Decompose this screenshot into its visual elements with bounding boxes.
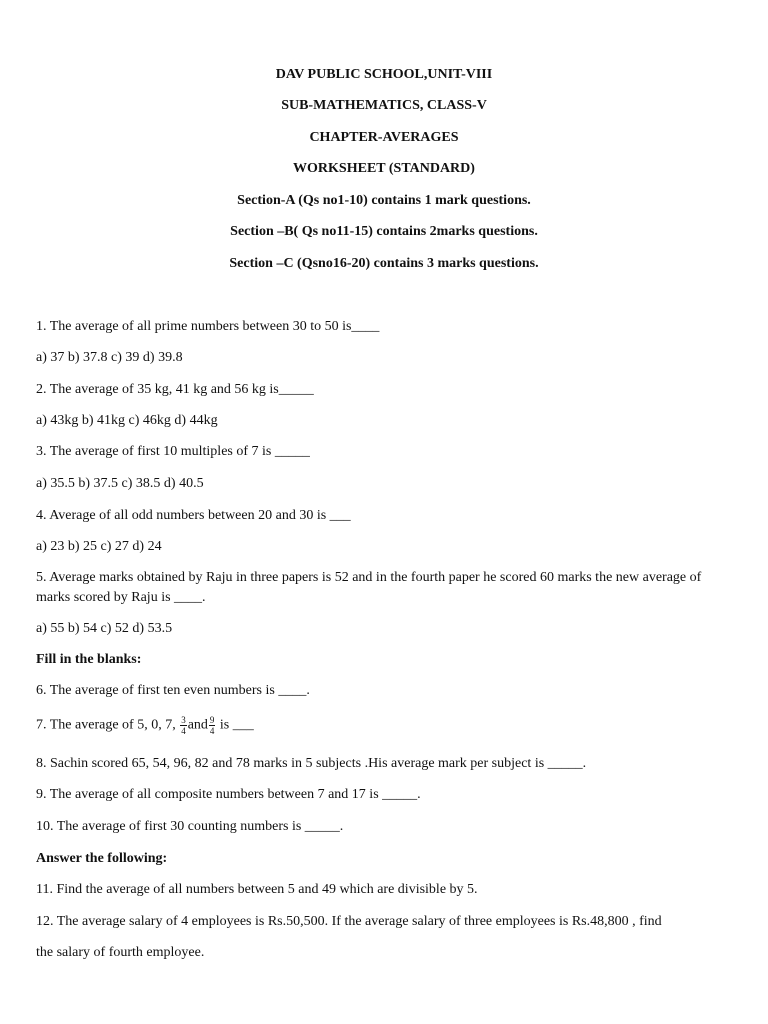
section-b-note: Section –B( Qs no11-15) contains 2marks questions. bbox=[230, 224, 538, 239]
fill-blanks-heading: Fill in the blanks: bbox=[36, 652, 142, 667]
section-c-note: Section –C (Qsno16-20) contains 3 marks questions. bbox=[229, 256, 539, 271]
question-1: 1. The average of all prime numbers between 30 to 50 is____ bbox=[36, 319, 380, 334]
fraction-1-denominator: 4 bbox=[181, 726, 186, 736]
question-1-options: a) 37 b) 37.8 c) 39 d) 39.8 bbox=[36, 350, 183, 365]
question-11: 11. Find the average of all numbers between 5 and 49 which are divisible by 5. bbox=[36, 882, 478, 897]
question-4: 4. Average of all odd numbers between 20 and 30 is ___ bbox=[36, 508, 351, 523]
question-5: 5. Average marks obtained by Raju in three papers is 52 and in the fourth paper he scored 60 marks the new average of marks scored by Raju is ____. bbox=[36, 570, 702, 605]
question-5-options: a) 55 b) 54 c) 52 d) 53.5 bbox=[36, 621, 173, 636]
school-title: DAV PUBLIC SCHOOL,UNIT-VIII bbox=[275, 67, 493, 82]
chapter-title: CHAPTER-AVERAGES bbox=[309, 130, 459, 145]
section-a-note: Section-A (Qs no1-10) contains 1 mark questions. bbox=[237, 193, 531, 208]
question-7-prefix: 7. The average of 5, 0, 7, bbox=[36, 717, 180, 733]
question-7-suffix: is ___ bbox=[216, 717, 254, 733]
question-4-options: a) 23 b) 25 c) 27 d) 24 bbox=[36, 539, 162, 554]
question-7-and: and bbox=[187, 717, 208, 733]
question-10: 10. The average of first 30 counting numbers is _____. bbox=[36, 819, 344, 834]
question-7 bbox=[36, 715, 736, 736]
fraction-2-numerator: 9 bbox=[209, 715, 215, 725]
question-9: 9. The average of all composite numbers between 7 and 17 is _____. bbox=[36, 787, 421, 802]
fraction-three-quarters bbox=[180, 715, 187, 736]
question-12-line-1: 12. The average salary of 4 employees is Rs.50,500. If the average salary of three employees is Rs.48,800 , find bbox=[36, 914, 662, 929]
question-2-options: a) 43kg b) 41kg c) 46kg d) 44kg bbox=[36, 413, 218, 428]
answer-following-heading: Answer the following: bbox=[36, 851, 168, 866]
question-3: 3. The average of first 10 multiples of 7 is _____ bbox=[36, 444, 310, 459]
question-6: 6. The average of first ten even numbers is ____. bbox=[36, 683, 310, 698]
fraction-nine-quarters bbox=[209, 715, 216, 736]
question-8: 8. Sachin scored 65, 54, 96, 82 and 78 marks in 5 subjects .His average mark per subject is _____. bbox=[36, 756, 587, 771]
fraction-2-denominator: 4 bbox=[209, 726, 215, 736]
question-2: 2. The average of 35 kg, 41 kg and 56 kg is_____ bbox=[36, 382, 314, 397]
fraction-1-numerator: 3 bbox=[181, 715, 186, 725]
subject-line: SUB-MATHEMATICS, CLASS-V bbox=[281, 98, 487, 113]
question-3-options: a) 35.5 b) 37.5 c) 38.5 d) 40.5 bbox=[36, 476, 204, 491]
worksheet-title: WORKSHEET (STANDARD) bbox=[293, 161, 475, 176]
question-12-line-2: the salary of fourth employee. bbox=[36, 945, 205, 960]
